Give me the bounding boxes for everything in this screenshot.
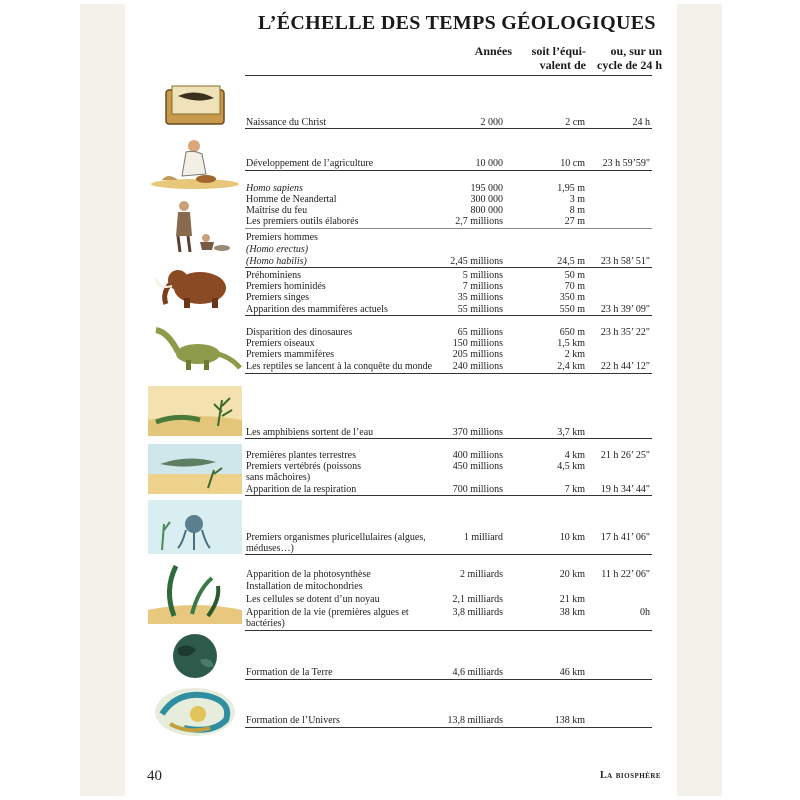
row-distance: 4 km [564, 450, 585, 461]
row-label: (Homo erectus) [246, 244, 309, 255]
row-rule [245, 228, 652, 229]
table-row [245, 569, 652, 580]
row-label: bactéries) [246, 618, 285, 629]
row-label: Premiers oiseaux [246, 338, 315, 349]
row-label: Formation de la Terre [246, 667, 333, 678]
row-years: 800 000 [470, 205, 503, 216]
row-label: Premiers singes [246, 292, 310, 303]
row-time: 23 h 39’ 09" [600, 304, 650, 315]
table-row [245, 543, 652, 554]
row-rule [245, 267, 652, 268]
table-row [245, 256, 652, 267]
row-label: Homo sapiens [246, 183, 303, 194]
row-label: Apparition des mammifères actuels [246, 304, 388, 315]
column-header-equivalent: soit l’équi- valent de [531, 44, 586, 72]
row-years: 370 millions [452, 427, 503, 438]
early-humans-illustration [148, 196, 242, 256]
row-label: Maîtrise du feu [246, 205, 308, 216]
row-label: Formation de l’Univers [246, 715, 340, 726]
row-years: 300 000 [470, 194, 503, 205]
table-row [245, 581, 652, 592]
row-distance: 1,95 m [557, 183, 585, 194]
row-label: Disparition des dinosaures [246, 327, 353, 338]
row-time: 17 h 41’ 06" [600, 532, 650, 543]
table-row [245, 607, 652, 618]
row-distance: 1,5 km [557, 338, 585, 349]
row-time: 21 h 26’ 25" [600, 450, 650, 461]
table-row [245, 292, 652, 303]
row-label: Premiers hominidés [246, 281, 326, 292]
row-years: 5 millions [462, 270, 503, 281]
table-row [245, 338, 652, 349]
row-distance: 4,5 km [557, 461, 585, 472]
row-years: 195 000 [470, 183, 503, 194]
row-years: 35 millions [457, 292, 503, 303]
row-distance: 70 m [564, 281, 585, 292]
row-rule [245, 630, 652, 631]
row-time: 23 h 59’59" [602, 158, 650, 169]
row-years: 700 millions [452, 484, 503, 495]
row-time: 23 h 58’ 51" [600, 256, 650, 267]
row-years: 240 millions [452, 361, 503, 372]
row-distance: 138 km [554, 715, 585, 726]
row-label: Premiers organismes pluricellulaires (algues, [246, 532, 426, 543]
row-years: 205 millions [452, 349, 503, 360]
row-years: 65 millions [457, 327, 503, 338]
header-rule [245, 75, 652, 76]
row-years: 13,8 milliards [447, 715, 503, 726]
row-time: 24 h [632, 117, 650, 128]
row-label: Premières plantes terrestres [246, 450, 356, 461]
section-title: La biosphère [600, 770, 662, 781]
row-distance: 7 km [564, 484, 585, 495]
table-row [245, 618, 652, 629]
row-label: Premiers vertébrés (poissons [246, 461, 361, 472]
mammoth-illustration [148, 260, 242, 310]
row-rule [245, 170, 652, 171]
fish-plants-illustration [148, 444, 242, 494]
row-years: 3,8 milliards [452, 607, 503, 618]
row-time: 22 h 44’ 12" [600, 361, 650, 372]
algae-illustration [148, 560, 242, 624]
farmer-illustration [148, 134, 242, 190]
table-row [245, 427, 652, 438]
row-distance: 21 km [559, 594, 585, 605]
row-distance: 24,5 m [557, 256, 585, 267]
row-distance: 46 km [559, 667, 585, 678]
table-row [245, 667, 652, 678]
table-row [245, 472, 652, 483]
row-distance: 650 m [559, 327, 585, 338]
table-row [245, 232, 652, 243]
row-label: Apparition de la photosynthèse [246, 569, 371, 580]
table-row [245, 349, 652, 360]
row-years: 4,6 milliards [452, 667, 503, 678]
table-row [245, 327, 652, 338]
row-label: Apparition de la respiration [246, 484, 357, 495]
row-label: Les reptiles se lancent à la conquête du monde [246, 361, 433, 372]
row-years: 2 000 [480, 117, 503, 128]
row-label: Premiers hommes [246, 232, 318, 243]
row-years: 55 millions [457, 304, 503, 315]
page-number: 40 [147, 768, 162, 784]
row-time: 0h [640, 607, 650, 618]
row-label: Apparition de la vie (premières algues et [246, 607, 409, 618]
row-rule [245, 128, 652, 129]
universe-illustration [148, 686, 242, 738]
row-distance: 3 m [569, 194, 585, 205]
row-distance: 2 km [564, 349, 585, 360]
row-rule [245, 315, 652, 316]
row-years: 2,1 milliards [452, 594, 503, 605]
table-row [245, 461, 652, 472]
table-row [245, 594, 652, 605]
row-label: Les cellules se dotent d’un noyau [246, 594, 380, 605]
amphibian-illustration [148, 386, 242, 436]
row-label: Les premiers outils élaborés [246, 216, 359, 227]
row-label: Développement de l’agriculture [246, 158, 374, 169]
table-row [245, 117, 652, 128]
row-distance: 20 km [559, 569, 585, 580]
table-row [245, 281, 652, 292]
row-time: 19 h 34’ 44" [600, 484, 650, 495]
row-rule [245, 679, 652, 680]
page-title: L’ÉCHELLE DES TEMPS GÉOLOGIQUES [258, 12, 656, 34]
parchment-illustration [148, 78, 242, 130]
row-distance: 550 m [559, 304, 585, 315]
row-rule [245, 373, 652, 374]
dinosaur-illustration [148, 322, 242, 372]
row-rule [245, 438, 652, 439]
table-row [245, 304, 652, 315]
row-years: 10 000 [475, 158, 503, 169]
row-label: Homme de Neandertal [246, 194, 337, 205]
row-years: 2,7 millions [455, 216, 503, 227]
row-time: 11 h 22’ 06" [601, 569, 650, 580]
row-distance: 10 km [559, 532, 585, 543]
table-row [245, 484, 652, 495]
table-row [245, 532, 652, 543]
row-rule [245, 727, 652, 728]
column-header-cycle: ou, sur un cycle de 24 h [597, 44, 662, 72]
table-row [245, 194, 652, 205]
table-row [245, 244, 652, 255]
table-row [245, 270, 652, 281]
row-distance: 3,7 km [557, 427, 585, 438]
table-row [245, 183, 652, 194]
row-label: Premiers mammifères [246, 349, 335, 360]
row-rule [245, 554, 652, 555]
row-distance: 38 km [559, 607, 585, 618]
row-label: sans mâchoires) [246, 472, 311, 483]
table-row [245, 715, 652, 726]
row-distance: 2 cm [565, 117, 585, 128]
row-distance: 2,4 km [557, 361, 585, 372]
table-row [245, 361, 652, 372]
row-label: Préhominiens [246, 270, 301, 281]
row-label: Les amphibiens sortent de l’eau [246, 427, 374, 438]
table-row [245, 158, 652, 169]
row-distance: 8 m [569, 205, 585, 216]
table-row [245, 216, 652, 227]
row-label: Installation de mitochondries [246, 581, 363, 592]
row-distance: 27 m [564, 216, 585, 227]
row-distance: 50 m [564, 270, 585, 281]
row-years: 2,45 millions [450, 256, 503, 267]
row-rule [245, 495, 652, 496]
row-label: méduses…) [246, 543, 294, 554]
row-time: 23 h 35’ 22" [600, 327, 650, 338]
row-years: 7 millions [462, 281, 503, 292]
jellyfish-illustration [148, 500, 242, 554]
row-years: 450 millions [452, 461, 503, 472]
row-label: (Homo habilis) [246, 256, 307, 267]
row-years: 150 millions [452, 338, 503, 349]
row-label: Naissance du Christ [246, 117, 326, 128]
row-years: 2 milliards [459, 569, 503, 580]
table-row [245, 450, 652, 461]
table-row [245, 205, 652, 216]
row-distance: 10 cm [560, 158, 585, 169]
row-years: 400 millions [452, 450, 503, 461]
row-distance: 350 m [559, 292, 585, 303]
earth-illustration [148, 632, 242, 680]
column-header-years: Années [474, 44, 512, 58]
row-years: 1 milliard [463, 532, 503, 543]
